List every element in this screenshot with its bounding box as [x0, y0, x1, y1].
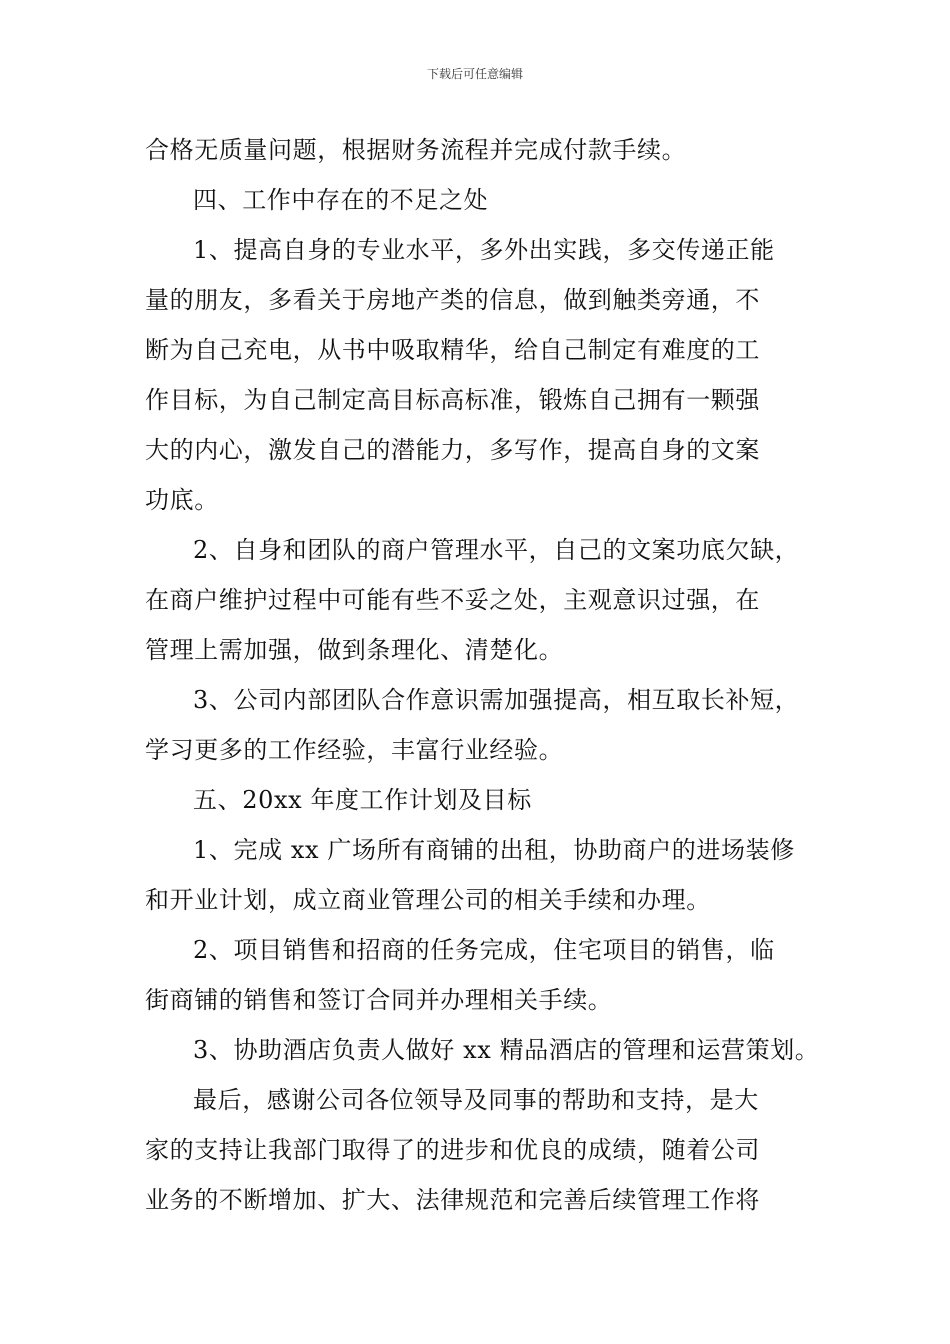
page-header: 下载后可任意编辑 — [426, 67, 523, 81]
text-line: 家的支持让我部门取得了的进步和优良的成绩，随着公司 — [145, 1136, 760, 1164]
text-line: 学习更多的工作经验，丰富行业经验。 — [145, 736, 564, 764]
text-line: 合格无质量问题，根据财务流程并完成付款手续。 — [145, 136, 687, 164]
text-line: 管理上需加强，做到条理化、清楚化。 — [145, 636, 564, 664]
text-line: 1、提高自身的专业水平，多外出实践，多交传递正能 — [193, 236, 775, 264]
text-line: 最后，感谢公司各位领导及同事的帮助和支持，是大 — [193, 1086, 759, 1114]
text-line: 2、自身和团队的商户管理水平，自己的文案功底欠缺， — [193, 536, 800, 564]
text-line: 作目标，为自己制定高目标高标准，锻炼自己拥有一颗强 — [145, 386, 760, 414]
text-line: 量的朋友，多看关于房地产类的信息，做到触类旁通，不 — [145, 286, 760, 314]
text-line: 3、公司内部团队合作意识需加强提高，相互取长补短， — [193, 686, 800, 714]
text-line: 业务的不断增加、扩大、法律规范和完善后续管理工作将 — [145, 1186, 760, 1214]
text-line: 在商户维护过程中可能有些不妥之处，主观意识过强，在 — [145, 586, 760, 614]
text-line: 断为自己充电，从书中吸取精华，给自己制定有难度的工 — [145, 336, 760, 364]
text-line: 3、协助酒店负责人做好 xx 精品酒店的管理和运营策划。 — [193, 1036, 820, 1064]
section-heading: 四、工作中存在的不足之处 — [193, 186, 489, 214]
text-line: 和开业计划，成立商业管理公司的相关手续和办理。 — [145, 886, 711, 914]
text-line: 大的内心，激发自己的潜能力，多写作，提高自身的文案 — [145, 436, 760, 464]
text-line: 街商铺的销售和签订合同并办理相关手续。 — [145, 986, 613, 1014]
section-heading: 五、20xx 年度工作计划及目标 — [193, 786, 532, 814]
document-body — [145, 125, 820, 1225]
text-line: 1、完成 xx 广场所有商铺的出租，协助商户的进场装修 — [193, 836, 795, 864]
text-line: 功底。 — [145, 486, 219, 514]
text-line: 2、项目销售和招商的任务完成，住宅项目的销售，临 — [193, 936, 775, 964]
